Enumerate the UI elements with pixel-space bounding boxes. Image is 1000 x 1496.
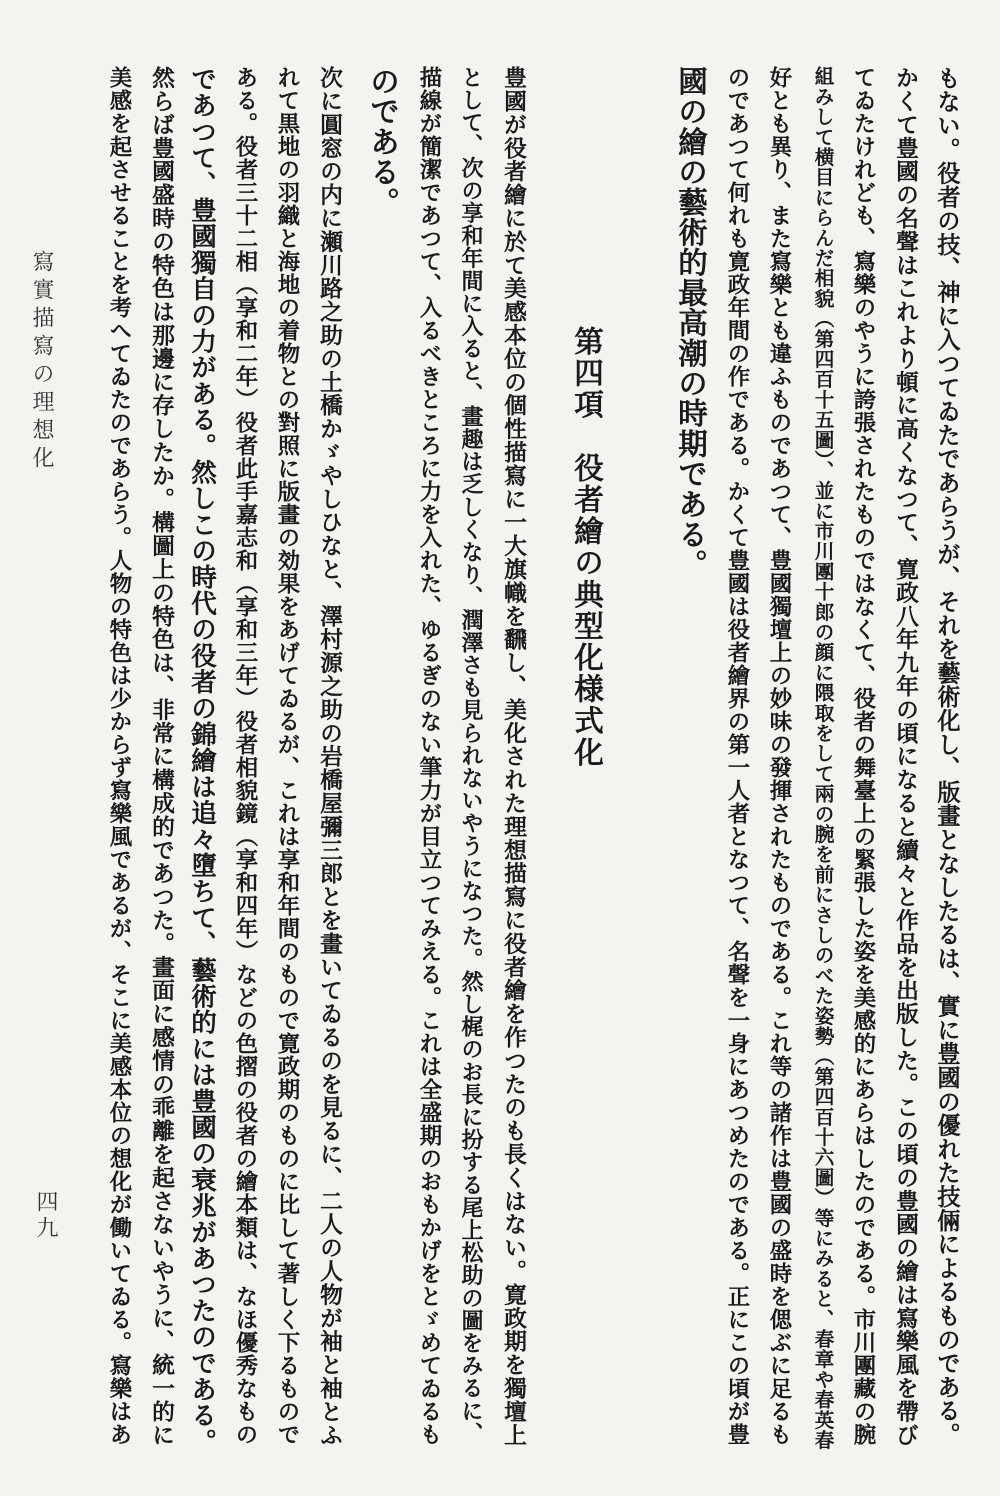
paragraph-1-line-4: 組みして横目にらんだ相貌（第四百十五圖）、並に市川團十郎の顔に隈取をして兩の腕を前にさしのべた姿勢（第四百十六圖）等にみると、春章や春英春 — [811, 66, 834, 1450]
paragraph-3-line-6: 美感を起させることを考へてゐたのであらう。人物の特色は少からず寫樂風であるが、そこに美感本位の想化が働いてゐる。寫樂はあ — [106, 66, 132, 1446]
paragraph-1-line-7: 國の繪の藝術的最高潮の時期である。 — [674, 66, 709, 580]
paragraph-3-line-2: れて黒地の羽織と海地の着物との對照に版畫の効果をあげてゐるが、これは享和年間のもので寛政期のものに比して著しく下るもので — [274, 66, 300, 1446]
paragraph-3-line-4: であつて、豊國獨自の力がある。然しこの時代の役者の錦繪は追々墮ちて、藝術的には豊國の衰兆があつたのである。 — [187, 66, 217, 1455]
paragraph-1-line-2: かくて豊國の名聲はこれより頓に高くなつて、寛政八年九年の頃になると續々と作品を出版した。この頃の豊國の繪は寫樂風を帶び — [892, 66, 918, 1447]
paragraph-1-line-5: 好とも異り、また寫樂とも違ふものであつて、豊國獨壇上の妙味の發揮されたものである。これ等の諸作は豊國の盛時を偲ぶに足るも — [766, 66, 792, 1446]
running-head: 寫實描寫の理想化 — [29, 250, 54, 474]
page-number: 四九 — [33, 1190, 58, 1242]
paragraph-1-line-1: もない。役者の技、神に入つてゐたであらうが、それを藝術化し、版畫となしたるは、實に豊國の優れた技倆によるものである。 — [933, 66, 960, 1447]
paragraph-1-line-6: のであつて何れも寛政年間の作である。かくて豊國は役者繪界の第一人者となつて、名聲を一身にあつめたのである。正にこの頃が豊 — [724, 66, 750, 1446]
section-heading: 第四項 役者繪の典型化様式化 — [570, 326, 605, 769]
paragraph-2-line-2: として、次の享和年間に入ると、畫趣は乏しくなり、潤澤さも見られないやうになつた。然し梶のお長に扮する尾上松助の圖をみるに、 — [458, 66, 484, 1445]
paragraph-1-line-3: てゐたけれども、寫樂のやうに誇張されたものではなくて、役者の舞臺上の緊張した姿を美感的にあらはしたのである。市川團藏の腕 — [850, 66, 876, 1446]
paragraph-2-line-3: 描線が簡潔であつて、入るべきところに力を入れた、ゆるぎのない筆力が目立つてみえる。これは全盛期のおもかげをとゞめてゐるも — [416, 66, 442, 1446]
paragraph-2-line-4: のである。 — [366, 66, 401, 217]
paragraph-2-line-1: 豊國が役者繪に於て美感本位の個性描寫に一大旗幟を飜し、美化された理想描寫に役者繪を作つたのも長くはない。寛政期を獨壇上 — [500, 66, 526, 1447]
paragraph-3-line-5: 然らば豊國盛時の特色は那邊に存したか。構圖上の特色は、非常に構成的であつた。畫面に感情の乖離を起さないやうに、統一的に — [148, 66, 174, 1447]
paragraph-3-line-1: 次に圓窓の内に瀬川路之助の土橋かゞやしひなと、澤村源之助の岩橋屋彌三郎とを畫いてゐるのを見るに、二人の人物が袖と袖とふ — [316, 66, 342, 1447]
paragraph-3-line-3: ある。役者三十二相（享和二年）役者此手嘉志和（享和三年）役者相貌鏡（享和四年）などの色摺の役者の繪本類は、なほ優秀なもの — [232, 66, 258, 1446]
